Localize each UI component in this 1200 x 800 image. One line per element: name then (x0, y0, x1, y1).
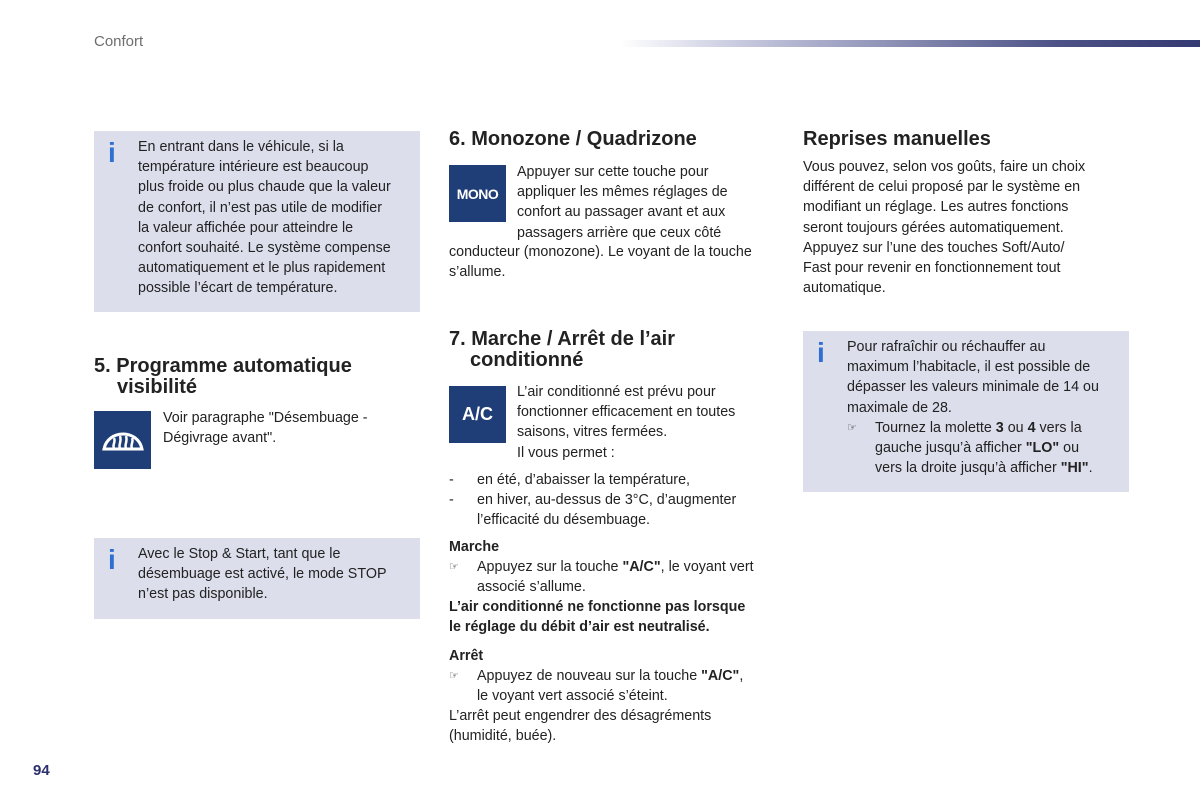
key-label: "A/C" (701, 667, 740, 684)
text-line: maximale de 28. (847, 399, 952, 416)
text-line: confort souhaité. Le système compense (138, 240, 391, 257)
hand-pointer-icon: ☞ (449, 560, 459, 573)
reprises-title: Reprises manuelles (803, 128, 991, 150)
dial-number: 3 (995, 419, 1004, 436)
section-7-body (449, 470, 779, 747)
text-line: saisons, vitres fermées. (517, 424, 668, 441)
text-line: seront toujours gérées automatiquement. (803, 219, 1064, 236)
heading-line: conditionné (470, 349, 584, 371)
text-line: Pour rafraîchir ou réchauffer au (847, 339, 1046, 355)
instruction-step (847, 418, 1099, 479)
section-7-title (449, 329, 779, 371)
heading-line: 7. Marche / Arrêt de l’air (449, 328, 676, 350)
section-6-text (517, 162, 728, 243)
info-text (138, 544, 386, 605)
text-span: , le voyant vert (660, 558, 754, 575)
text-line: conducteur (monozone). Le voyant de la touche (449, 244, 752, 260)
text-line: Vous pouvez, selon vos goûts, faire un choix (803, 159, 1086, 175)
info-icon: i (108, 544, 116, 575)
text-line (875, 418, 1099, 438)
text-line: modifiant un réglage. Les autres fonctions (803, 199, 1069, 216)
dial-number: 4 (1027, 419, 1036, 436)
text-line: L’arrêt peut engendrer des désagréments (449, 708, 712, 725)
section-7-intro (517, 382, 735, 463)
text-line: s’allume. (449, 264, 506, 281)
mono-button[interactable]: MONO (449, 165, 506, 222)
text-span: Appuyez sur la touche (477, 558, 623, 575)
section-6-title: 6. Monozone / Quadrizone (449, 128, 697, 150)
info-text (138, 137, 391, 299)
list-item (449, 490, 779, 530)
text-line: en hiver, au-dessus de 3°C, d’augmenter (477, 492, 737, 509)
ac-button[interactable]: A/C (449, 386, 506, 443)
text-line: Fast pour revenir en fonctionnement tout (803, 260, 1061, 277)
text-line (875, 458, 1099, 478)
section-5-text (163, 408, 368, 448)
text-line: (humidité, buée). (449, 728, 557, 745)
display-value: "HI" (1060, 460, 1089, 477)
info-box-temperature (94, 131, 420, 312)
warning-line: le réglage du débit d’air est neutralisé. (449, 619, 710, 636)
warning-line: L’air conditionné ne fonctionne pas lorsque (449, 599, 746, 616)
heading-line: 5. Programme automatique (94, 355, 352, 377)
text-line (875, 438, 1099, 458)
hand-pointer-icon: ☞ (847, 421, 857, 434)
marche-step (449, 557, 779, 597)
defrost-glyph (98, 419, 148, 461)
section-5-title (94, 356, 424, 398)
text-line: Avec le Stop & Start, tant que le (138, 546, 341, 562)
text-line: différent de celui proposé par le système en (803, 179, 1081, 196)
arret-heading: Arrêt (449, 647, 484, 664)
text-line: Appuyez sur l’une des touches Soft/Auto/ (803, 239, 1065, 256)
text-span: Appuyez de nouveau sur la touche (477, 667, 702, 684)
info-box-temperature-limits (803, 331, 1129, 492)
reprises-text (803, 157, 1133, 298)
text-line: de confort, il n’est pas utile de modifier (138, 199, 382, 216)
text-line: n’est pas disponible. (138, 586, 268, 603)
text-span: Tournez la molette (875, 419, 996, 436)
key-label: "A/C" (622, 558, 661, 575)
text-line: automatique. (803, 280, 886, 297)
hand-pointer-icon: ☞ (449, 669, 459, 682)
text-line: confort au passager avant et aux (517, 204, 726, 221)
dash-marker: - (449, 492, 454, 509)
text-line: automatiquement et le plus rapidement (138, 260, 386, 277)
info-box-stop-start (94, 538, 420, 619)
info-icon: i (817, 337, 825, 368)
text-span: vers la (1035, 419, 1082, 436)
heading-line: visibilité (117, 376, 198, 398)
text-line: fonctionner efficacement en toutes (517, 404, 736, 421)
text-line: maximum l’habitacle, il est possible de (847, 359, 1091, 376)
text-line: Il vous permet : (517, 444, 615, 461)
text-span: , (739, 667, 744, 684)
text-line: appliquer les mêmes réglages de (517, 184, 728, 201)
header-bar (620, 40, 1200, 47)
text-line: le voyant vert associé s’éteint. (477, 688, 668, 705)
info-text (847, 337, 1099, 478)
text-line: Appuyer sur cette touche pour (517, 164, 709, 180)
text-line: En entrant dans le véhicule, si la (138, 139, 344, 155)
text-span: gauche jusqu’à afficher (875, 440, 1026, 457)
text-span: ou (1003, 419, 1028, 436)
text-line: l’efficacité du désembuage. (477, 512, 651, 529)
text-line: désembuage est activé, le mode STOP (138, 566, 387, 583)
section-title: Confort (94, 33, 144, 50)
section-6-text-full (449, 242, 752, 282)
text-line: associé s’allume. (477, 579, 586, 596)
text-line: Dégivrage avant". (163, 430, 277, 447)
text-line: en été, d’abaisser la température, (477, 472, 690, 488)
text-line: dépasser les valeurs minimale de 14 ou (847, 379, 1099, 396)
display-value: "LO" (1025, 440, 1060, 457)
text-line: passagers arrière que ceux côté (517, 224, 722, 241)
text-line: L’air conditionné est prévu pour (517, 384, 716, 400)
windshield-defrost-icon[interactable] (94, 411, 151, 469)
text-line (477, 666, 779, 686)
page-number: 94 (33, 762, 50, 779)
info-icon: i (108, 137, 116, 168)
text-line (477, 557, 779, 577)
text-span: vers la droite jusqu’à afficher (875, 460, 1061, 477)
list-item (449, 470, 779, 490)
text-line: plus froide ou plus chaude que la valeur (138, 179, 391, 196)
arret-step (449, 666, 779, 706)
text-line: possible l’écart de température. (138, 280, 338, 297)
text-line: température intérieure est beaucoup (138, 159, 369, 176)
text-line: Voir paragraphe "Désembuage - (163, 410, 368, 426)
text-span: . (1088, 460, 1093, 477)
text-line: la valeur affichée pour atteindre le (138, 219, 354, 236)
marche-heading: Marche (449, 538, 500, 555)
text-span: ou (1059, 440, 1080, 457)
dash-marker: - (449, 472, 454, 488)
